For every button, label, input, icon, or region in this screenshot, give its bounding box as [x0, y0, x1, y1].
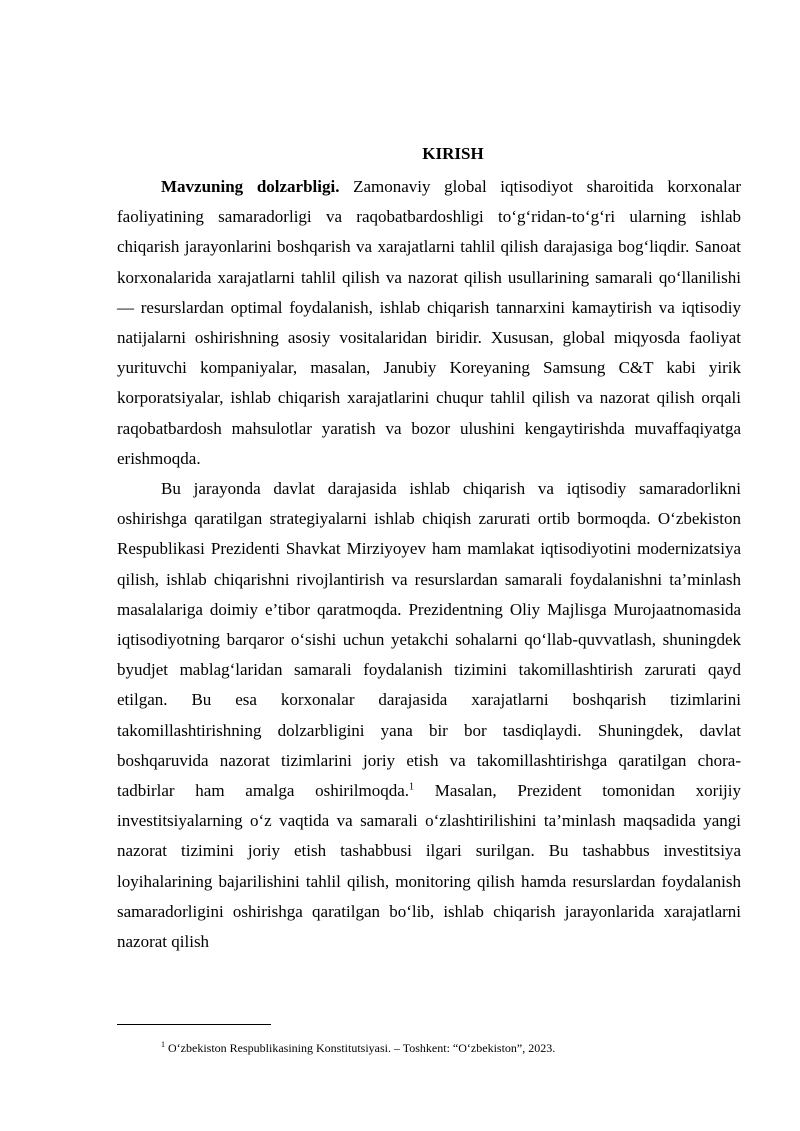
paragraph-text: Zamonaviy global iqtisodiyot sharoitida korxonalar faoliyatining samaradorligi va raqobatbardoshligi to‘g‘ridan-to‘g‘ri ularning ishlab chiqarish jarayonlarini boshqarish va xarajatlarni tahlil qilish darajasiga bog‘liqdir. Sanoat korxonalarida xarajatlarni tahlil qilish va nazorat qilish usullarining samarali qo‘llanilishi — resurslardan optimal foydalanish, ishlab chiqarish tannarxini kamaytirish va iqtisodiy natijalarni oshirishning asosiy vositalaridan biridir. Xususan, global miqyosda faoliyat yurituvchi kompaniyalar, masalan, Janubiy Koreyaning Samsung C&T kabi yirik korporatsiyalar, ishlab chiqarish xarajatlarini chuqur tahlil qilish va nazorat qilish orqali raqobatbardosh mahsulotlar yaratish va bozor ulushini kengaytirishda muvaffaqiyatga erishmoqda.: [117, 177, 741, 468]
footnote-reference[interactable]: 1: [409, 781, 415, 793]
body-text: [117, 172, 741, 957]
footnote: [161, 1040, 741, 1056]
paragraph-text: Bu jarayonda davlat darajasida ishlab chiqarish va iqtisodiy samaradorlikni oshirishga qaratilgan strategiyalarni ishlab chiqish zarurati ortib bormoqda. O‘zbekiston Respublikasi Prezidenti Shavkat Mirziyoyev ham mamlakat iqtisodiyotini modernizatsiya qilish, ishlab chiqarishni rivojlantirish va resurslardan samarali foydalanishni ta’minlash masalalariga doimiy e’tibor qaratmoqda. Prezidentning Oliy Majlisga Murojaatnomasida iqtisodiyotning barqaror o‘sishi uchun yetakchi sohalarni qo‘llab-quvvatlash, shuningdek byudjet mablag‘laridan samarali foydalanish tizimini takomillashtirish zarurati qayd etilgan. Bu esa korxonalar darajasida xarajatlarni boshqarish tizimlarini takomillashtirishning dolzarbligini yana bir bor tasdiqlaydi. Shuningdek, davlat boshqaruvida nazorat tizimlarini joriy etish va takomillashtirishga qaratilgan chora-tadbirlar ham amalga oshirilmoqda.: [117, 479, 741, 801]
footnote-text: O‘zbekiston Respublikasining Konstitutsiyasi. – Toshkent: “O‘zbekiston”, 2023.: [165, 1041, 556, 1055]
paragraph-relevance: [117, 172, 741, 474]
footnote-separator: [117, 1024, 271, 1025]
footnote-number: 1: [161, 1040, 165, 1049]
paragraph-text: Masalan, Prezident tomonidan xorijiy investitsiyalarning o‘z vaqtida va samarali o‘zlashtirilishini ta’minlash maqsadida yangi nazorat tizimini joriy etish tashabbusi ilgari surilgan. Bu tashabbus investitsiya loyihalarining bajarilishini tahlil qilish, monitoring qilish hamda resurslardan foydalanish samaradorligini oshirishga qaratilgan bo‘lib, ishlab chiqarish jarayonlarida xarajatlarni nazorat qilish: [117, 781, 741, 952]
paragraph-state-policy: [117, 474, 741, 957]
section-heading: KIRISH: [422, 144, 484, 163]
paragraph-lead: Mavzuning dolzarbligi.: [161, 177, 340, 196]
